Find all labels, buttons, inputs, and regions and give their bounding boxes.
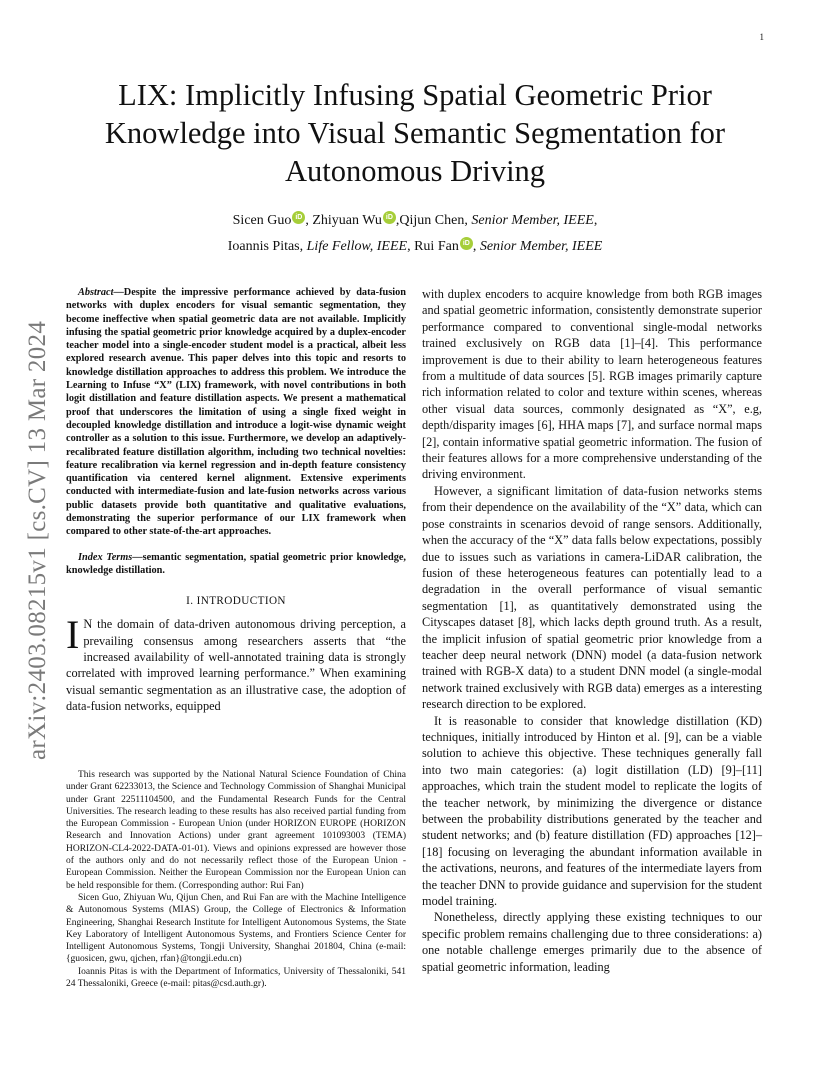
body-paragraph: It is reasonable to consider that knowledge distillation (KD) techniques, initially introduced by Hinton et al. [9], can be a viable solution to achieve this objective. These techniques generally fall into two main categories: (a) logit distillation (LD) [9]–[11] approaches, which train the student model to replicate the logits of the teacher network, by minimizing the divergence or distance between the probability distributions generated by the teacher and student networks; and (b) feature distillation (FD) approaches [12]–[18] focusing on leveraging the abundant information available in the activations, neurons, and features of the intermediate layers from the teacher DNN to provide guidance and supervision for the student model training. xyxy=(422,713,762,909)
author-list xyxy=(70,208,760,260)
author-name: ,Qijun Chen, xyxy=(395,213,472,228)
footnote-affiliation: Ioannis Pitas is with the Department of Informatics, University of Thessaloniki, 541 24 Thessaloniki, Greece (e-mail: pitas@csd.auth.gr). xyxy=(66,966,406,990)
body-paragraph: Nonetheless, directly applying these existing techniques to our specific problem remains challenging due to three considerations: a) one notable challenge emerges primarily due to the absence of spatial geometric information, leading xyxy=(422,910,762,974)
author-name: , Zhiyuan Wu xyxy=(305,213,382,228)
author-membership: Senior Member, IEEE xyxy=(479,239,603,254)
author-membership: Life Fellow, IEEE xyxy=(306,239,408,254)
right-column xyxy=(422,286,762,975)
author-line xyxy=(70,208,760,234)
author-separator: , xyxy=(472,239,480,254)
author-name: Sicen Guo xyxy=(232,213,292,228)
section-heading: I. INTRODUCTION xyxy=(186,595,286,608)
page-number: 1 xyxy=(759,32,764,42)
left-column xyxy=(66,286,406,715)
orcid-icon[interactable]: iD xyxy=(383,211,396,224)
title-line: Autonomous Driving xyxy=(284,154,546,188)
footnotes xyxy=(66,769,406,990)
body-paragraph: with duplex encoders to acquire knowledge from both RGB images and spatial geometric information, consistently demonstrate superior performance compared to conventional single-modal networks trained exclusively on RGB data [1]–[4]. This performance improvement is due to their ability to learn heterogeneous features from a multitude of data sources [5]. RGB images primarily capture rich information related to color and texture within scenes, whereas other visual data sources, commonly designated as “X”, e.g, depth/disparity images [6], HHA maps [7], and surface normal maps [2], contain informative spatial geometric information. The fusion of their features allows for a more comprehensive understanding of the driving environment. xyxy=(422,287,762,482)
abstract-text: —Despite the impressive performance achieved by data-fusion networks with duplex encoders for visual semantic segmentation, they become ineffective when spatial geometric data are not available. Implicitly infusing the spatial geometric prior knowledge acquired by a duplex-encoder teacher model into a single-encoder student model is a practical, albeit less explored research avenue. This paper delves into this topic and resorts to knowledge distillation approaches to address this problem. We introduce the Learning to Infuse “X” (LIX) framework, with novel contributions in both logit distillation and feature distillation aspects. We present a mathematical proof that underscores the limitation of using a single fixed weight in decoupled knowledge distillation and introduce a logit-wise dynamic weight controller as a solution to this issue. Furthermore, we develop an adaptively-recalibrated feature distillation algorithm, including two technical novelties: feature recalibration via kernel regression and in-depth feature consistency quantification via centered kernel alignment. Extensive experiments conducted with intermediate-fusion and late-fusion networks across various public datasets provide both quantitative and qualitative evaluations, demonstrating the superior performance of our LIX framework when compared to other state-of-the-art approaches. xyxy=(66,287,406,538)
author-name: , Rui Fan xyxy=(407,239,459,254)
title-line: LIX: Implicitly Infusing Spatial Geometric Prior xyxy=(118,78,712,112)
title-line: Knowledge into Visual Semantic Segmentation for xyxy=(104,116,726,150)
author-line xyxy=(70,234,760,260)
abstract xyxy=(66,286,406,539)
index-terms-label: Index Terms xyxy=(78,551,133,563)
orcid-icon[interactable]: iD xyxy=(460,237,473,250)
footnote-funding: This research was supported by the National Natural Science Foundation of China under Grant 62233013, the Science and Technology Commission of Shanghai Municipal under Grant 22511104500, and the Fundamental Research Funds for the Central Universities. The research leading to these results has also received partial funding from the European Commission - European Union (under HORIZON EUROPE (HORIZON Research and Innovation Actions) under grant agreement 101093003 (TEMA) HORIZON-CL4-2022-DATA-01-01). Views and opinions expressed are however those of the authors only and do not necessarily reflect those of the European Union - European Commission. Neither the European Commission nor the European Union can be held responsible for them. (Corresponding author: Rui Fan) xyxy=(66,770,406,891)
author-separator: , xyxy=(593,213,598,228)
index-terms-text: —semantic segmentation, spatial geometric prior knowledge, knowledge distillation. xyxy=(66,551,406,576)
arxiv-stamp: arXiv:2403.08215v1 [cs.CV] 13 Mar 2024 xyxy=(24,320,51,760)
author-name: Ioannis Pitas, xyxy=(227,239,307,254)
author-membership: Senior Member, IEEE xyxy=(471,213,594,228)
intro-paragraph xyxy=(66,612,406,714)
index-terms xyxy=(66,551,406,578)
paper-title xyxy=(70,76,760,190)
intro-text: N the domain of data-driven autonomous driving perception, a prevailing consensus among researchers asserts that “the increased availability of well-annotated training data is strongly correlated with improved learning performance.” When examining visual semantic segmentation as an illustrative case, the adoption of data-fusion networks, equipped xyxy=(66,617,406,714)
body-paragraph: However, a significant limitation of data-fusion networks stems from their dependence on the availability of the “X” data, which can pose constraints in scenarios devoid of range sensors. Additionally, when the accuracy of the “X” data falls below expectations, possibly due to issues such as variations in camera-LiDAR calibration, the fusion of these heterogeneous features can potentially lead to a degradation in the overall performance of visual semantic segmentation [1], as quantitatively demonstrated using the Cityscapes dataset [8], which lacks depth ground truth. As a result, the implicit infusion of spatial geometric prior knowledge from a teacher deep neural network (DNN) model (a data-fusion network trained with RGB-X data) to a student DNN model (a single-modal network trained exclusively with RGB data) emerges as a interesting research direction to be explored. xyxy=(422,483,762,712)
orcid-icon[interactable]: iD xyxy=(292,211,305,224)
dropcap: I xyxy=(66,612,80,658)
abstract-label: Abstract xyxy=(78,287,114,298)
footnote-affiliation: Sicen Guo, Zhiyuan Wu, Qijun Chen, and Rui Fan are with the Machine Intelligence & Autonomous Systems (MIAS) Group, the College of Electronics & Information Engineering, Shanghai Research Institute for Intelligent Autonomous Systems, the State Key Laboratory of Intelligent Autonomous Systems, and Frontiers Science Center for Intelligent Autonomous Systems, Tongji University, Shanghai 201804, China (e-mail: {guosicen, gwu, qjchen, rfan}@tongji.edu.cn) xyxy=(66,892,406,965)
